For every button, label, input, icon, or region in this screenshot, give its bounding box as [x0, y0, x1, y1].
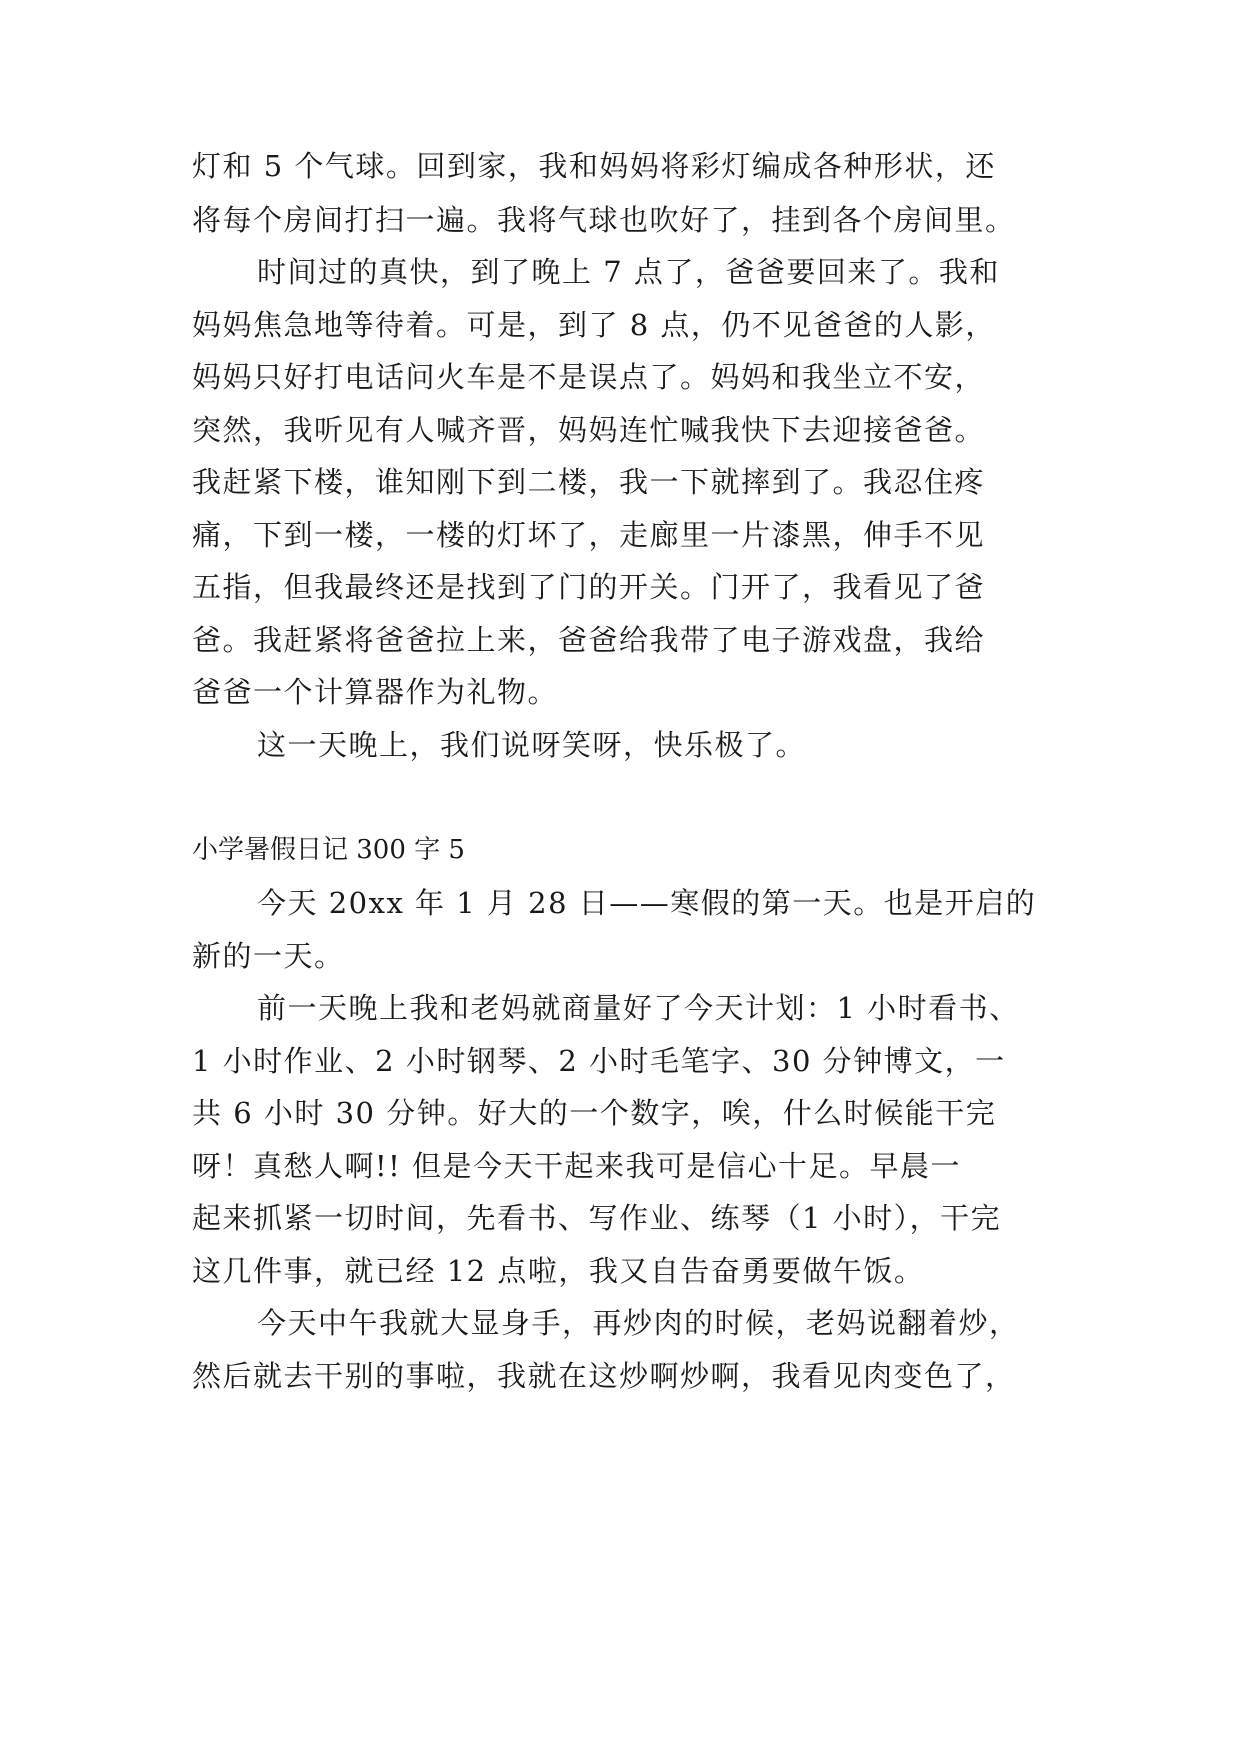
paragraph-first-line: 这一天晚上，我们说呀笑呀，快乐极了。 [257, 728, 807, 762]
text-line: 呀！真愁人啊!! 但是今天干起来我可是信心十足。早晨一 [192, 1149, 962, 1183]
text-line: 新的一天。 [192, 939, 345, 973]
text-line: 1 小时作业、2 小时钢琴、2 小时毛笔字、30 分钟博文，一 [192, 1044, 1006, 1078]
paragraph-first-line: 今天中午我就大显身手，再炒肉的时候，老妈说翻着炒， [257, 1306, 1020, 1340]
text-line: 共 6 小时 30 分钟。好大的一个数字，唉，什么时候能干完 [192, 1096, 997, 1130]
text-line: 灯和 5 个气球。回到家，我和妈妈将彩灯编成各种形状，还 [192, 149, 996, 183]
section-title: 小学暑假日记 300 字 5 [192, 835, 465, 865]
paragraph-first-line: 前一天晚上我和老妈就商量好了今天计划：1 小时看书、 [257, 991, 1020, 1025]
text-line: 将每个房间打扫一遍。我将气球也吹好了，挂到各个房间里。 [192, 203, 1016, 237]
text-line: 五指，但我最终还是找到了门的开关。门开了，我看见了爸 [192, 570, 986, 604]
text-line: 爸。我赶紧将爸爸拉上来，爸爸给我带了电子游戏盘，我给 [192, 623, 986, 657]
text-line: 起来抓紧一切时间，先看书、写作业、练琴（1 小时），干完 [192, 1201, 1002, 1235]
paragraph-first-line: 时间过的真快，到了晚上 7 点了，爸爸要回来了。我和 [257, 255, 1000, 289]
text-line: 突然，我听见有人喊齐晋，妈妈连忙喊我快下去迎接爸爸。 [192, 413, 986, 447]
text-line: 我赶紧下楼，谁知刚下到二楼，我一下就摔到了。我忍住疼 [192, 465, 986, 499]
text-line: 爸爸一个计算器作为礼物。 [192, 675, 559, 709]
text-line: 妈妈只好打电话问火车是不是误点了。妈妈和我坐立不安， [192, 360, 986, 394]
text-line: 这几件事，就已经 12 点啦，我又自告奋勇要做午饭。 [192, 1254, 925, 1288]
text-line: 妈妈焦急地等待着。可是，到了 8 点，仍不见爸爸的人影， [192, 308, 996, 342]
paragraph-first-line: 今天 20xx 年 1 月 28 日——寒假的第一天。也是开启的 [257, 886, 1037, 920]
text-line: 然后就去干别的事啦，我就在这炒啊炒啊，我看见肉变色了， [192, 1359, 1016, 1393]
text-line: 痛，下到一楼，一楼的灯坏了，走廊里一片漆黑，伸手不见 [192, 518, 986, 552]
